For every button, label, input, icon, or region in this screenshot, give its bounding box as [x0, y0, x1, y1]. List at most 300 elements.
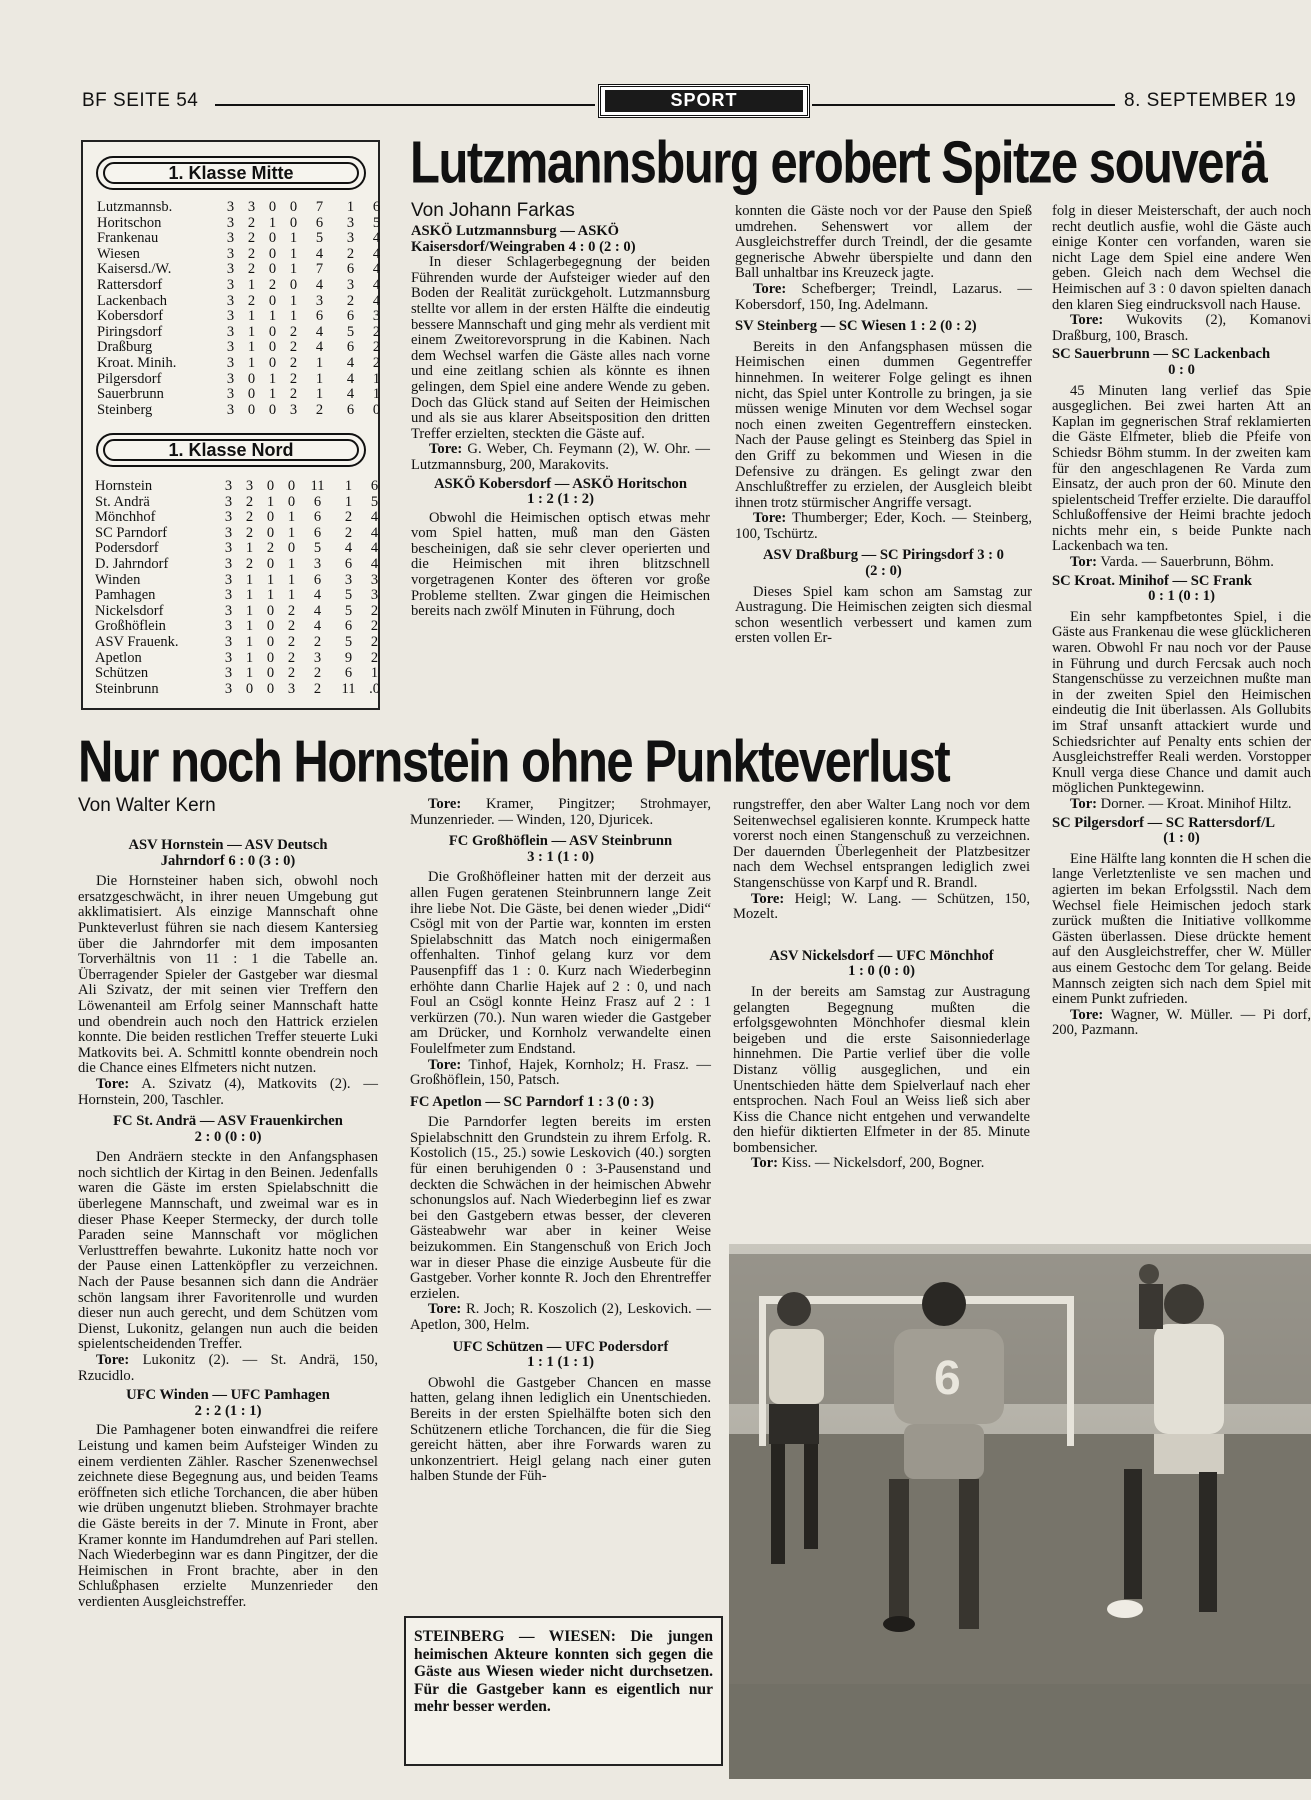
stat-cell: 2 — [372, 339, 381, 356]
stat-cell: 1 — [266, 587, 275, 604]
stat-cell: 0 — [266, 602, 275, 619]
game-score: 2 : 0 (0 : 0) — [194, 1128, 262, 1145]
scorers: Tore: A. Szivatz (4), Matkovits (2). — Hornstein, 200, Taschler. — [78, 1075, 378, 1108]
scorers: Tore: Tinhof, Hajek, Kornholz; H. Frasz. — Großhöflein, 150, Patsch. — [410, 1056, 711, 1089]
stat-cell: 2 — [245, 509, 254, 526]
stat-cell: 0 — [266, 618, 275, 635]
headline-lutzmannsburg: Lutzmannsburg erobert Spitze souverä — [410, 129, 1267, 196]
stat-cell: 1 — [289, 308, 298, 325]
stat-cell: 2 — [344, 509, 353, 526]
game-score: 3 : 1 (1 : 0) — [527, 848, 594, 865]
stat-cell: 0 — [268, 339, 277, 356]
stat-cell: 3 — [226, 370, 235, 387]
stat-cell: 2 — [247, 230, 256, 247]
stat-cell: 2 — [315, 401, 324, 418]
stat-cell: 1 — [268, 308, 277, 325]
headline-hornstein: Nur noch Hornstein ohne Punkteverlust — [78, 728, 950, 795]
team-name: Wiesen — [97, 246, 140, 262]
team-name: Apetlon — [95, 650, 142, 666]
section-label: SPORT — [605, 90, 803, 112]
article1-column2 — [735, 204, 1032, 647]
stat-cell: 1 — [245, 665, 254, 682]
stat-cell: 3 — [226, 261, 235, 278]
scorers: Tore: Heigl; W. Lang. — Schützen, 150, Mozelt. — [733, 890, 1030, 923]
stat-cell: 2 — [370, 618, 379, 635]
stat-cell: 2 — [313, 633, 322, 650]
stat-cell: 11 — [310, 478, 325, 494]
game-heading: ASKÖ Lutzmannsburg — ASKÖ Kaisersdorf/Weingraben 4 : 0 (2 : 0) — [411, 223, 636, 255]
stat-cell: 1 — [287, 571, 296, 588]
stat-cell: 3 — [346, 230, 355, 247]
team-name: Frankenau — [97, 231, 159, 247]
team-name: St. Andrä — [95, 494, 150, 510]
stat-cell: 2 — [346, 292, 355, 309]
stat-cell: 4 — [344, 540, 353, 557]
scorers: Tore: Schefberger; Treindl, Lazarus. — Kobersdorf, 150, Ing. Adelmann. — [735, 280, 1032, 313]
stat-cell: 3 — [224, 509, 233, 526]
stat-cell: 1 — [266, 493, 275, 510]
league-title-nord: 1. Klasse Nord — [96, 433, 366, 467]
standings-mitte — [97, 200, 387, 418]
stat-cell: 0 — [268, 230, 277, 247]
scorers: Tor: Varda. — Sauerbrunn, Böhm. — [1070, 554, 1274, 571]
paragraph: konnten die Gäste noch vor der Pause den Spieß umdrehen. Sehenswert vor allem der Ausgleichstreffer durch Treindl, der die gesamte gegnerische Abwehr überspielte und dann den Ball unhaltbar ins Kreuzeck jagte. — [735, 203, 1032, 282]
stat-cell: 3 — [224, 493, 233, 510]
game-score: Jahrndorf 6 : 0 (3 : 0) — [160, 852, 296, 869]
paragraph: Obwohl die Heimischen optisch etwas mehr vom Spiel hatten, muß man den Gästen bescheinigen, daß sie sehr clever operierten und die Heimischen mit ihren blitzschnell vorgetragenen Konter des öfteren vor große Probleme stellten. Zwar gingen die Heimischen bereits nach zwölf Minuten in Führung, doch — [411, 509, 710, 620]
stat-cell: 3 — [372, 308, 381, 325]
standings-row — [95, 588, 385, 604]
stat-cell: 2 — [287, 649, 296, 666]
stat-cell: 0 — [268, 323, 277, 340]
stat-cell: 2 — [247, 214, 256, 231]
stat-cell: 6 — [370, 478, 379, 494]
stat-cell: 6 — [372, 199, 381, 215]
stat-cell: 4 — [313, 587, 322, 604]
stat-cell: 3 — [346, 214, 355, 231]
stat-cell: 0 — [268, 401, 277, 418]
stat-cell: 1 — [372, 386, 381, 403]
stat-cell: 6 — [344, 555, 353, 572]
stat-cell: 1 — [247, 323, 256, 340]
stat-cell: 3 — [226, 230, 235, 247]
paragraph: Obwohl die Gastgeber Chancen en masse hatten, gelang ihnen lediglich ein Unentschieden. Bereits in der ersten Spielhälfte boten sich den Schützenern etliche Torchancen, die für die Sieg gereicht hätten, aber ihre Forwards waren zu unkonzentriert. Heigl gelang nach einer guten halben Stunde der Füh- — [410, 1374, 711, 1485]
stat-cell: 4 — [346, 370, 355, 387]
stat-cell: 0 — [287, 478, 296, 494]
stat-cell: 3 — [226, 199, 235, 215]
jersey-number: 6 — [934, 1352, 961, 1405]
standings-row — [95, 635, 385, 651]
stat-cell: 0 — [266, 478, 275, 494]
stat-cell: 3 — [224, 587, 233, 604]
stat-cell: 3 — [226, 354, 235, 371]
team-name: Rattersdorf — [97, 277, 163, 293]
team-name: Kaisersd./W. — [97, 262, 172, 278]
team-name: Großhöflein — [95, 619, 166, 635]
stat-cell: 3 — [224, 665, 233, 682]
stat-cell: 5 — [372, 214, 381, 231]
stat-cell: 2 — [287, 602, 296, 619]
game-score: 2 : 2 (1 : 1) — [194, 1402, 262, 1419]
stat-cell: 3 — [226, 308, 235, 325]
stat-cell: 6 — [346, 401, 355, 418]
stat-cell: 0 — [266, 649, 275, 666]
standings-row — [97, 262, 387, 278]
stat-cell: 2 — [287, 618, 296, 635]
stat-cell: 2 — [346, 245, 355, 262]
page-date: 8. SEPTEMBER 19 — [1124, 90, 1297, 111]
stat-cell: 1 — [289, 245, 298, 262]
stat-cell: 1 — [245, 633, 254, 650]
scorers: Tore: Thumberger; Eder, Koch. — Steinberg, 100, Tschürtz. — [735, 510, 1032, 542]
stat-cell: 3 — [315, 292, 324, 309]
team-name: Steinbrunn — [95, 681, 159, 697]
stat-cell: 4 — [370, 540, 379, 557]
stat-cell: 3 — [313, 555, 322, 572]
team-name: Pamhagen — [95, 588, 156, 604]
stat-cell: 6 — [346, 261, 355, 278]
standings-row — [95, 479, 385, 495]
stat-cell: 3 — [224, 602, 233, 619]
stat-cell: 0 — [247, 386, 256, 403]
stat-cell: 2 — [289, 323, 298, 340]
stat-cell: 2 — [313, 665, 322, 682]
stat-cell: 11 — [341, 680, 356, 697]
article2-column2 — [410, 797, 711, 1485]
stat-cell: 3 — [226, 276, 235, 293]
paragraph: rungstreffer, den aber Walter Lang noch vor dem Seitenwechsel egalisieren konnte. Krumpeck hatte vorerst noch einen Stangenschuß zu verzeichnen. Der dauernden Überlegenheit der Platzbesitzer nach dem Wechsel entsprangen lediglich zwei Stangenschüsse von Karpf und R. Brandl. — [733, 797, 1030, 891]
stat-cell: 0 — [247, 370, 256, 387]
game-score: (1 : 0) — [1163, 830, 1200, 847]
paragraph: Die Parndorfer legten bereits im ersten Spielabschnitt den Grundstein zu ihrem Erfolg. R. Kostolich (15., 25.) sowie Leskovich (40.) sorgten für einen beruhigenden 0 : 3-Pausenstand und deckten die Schwächen in der heimischen Abwehr schonungslos auf. Nach Wiederbeginn lief es zwar bei den Gastgebern etwas besser, der cleveren Gästeabwehr war aber in keiner Weise beizukommen. Ein Stangenschuß von Erich Joch war in dieser Phase die einzige Ausbeute für die Gastgeber. Vorher konnte R. Joch den Ehrentreffer erzielen. — [410, 1114, 711, 1302]
stat-cell: 0 — [372, 401, 381, 418]
team-name: Lutzmannsb. — [97, 200, 173, 215]
team-name: Schützen — [95, 666, 149, 682]
stat-cell: 1 — [266, 571, 275, 588]
stat-cell: 3 — [226, 386, 235, 403]
team-name: Lackenbach — [97, 293, 168, 309]
stat-cell: 2 — [289, 386, 298, 403]
scorers: Tor: Dorner. — Kroat. Minihof Hiltz. — [1070, 795, 1292, 812]
team-name: SC Parndorf — [95, 525, 168, 541]
byline-kern: Von Walter Kern — [78, 795, 216, 816]
stat-cell: 6 — [344, 665, 353, 682]
team-name: D. Jahrndorf — [95, 556, 169, 572]
stat-cell: 1 — [247, 339, 256, 356]
stat-cell: 1 — [247, 354, 256, 371]
game-heading: UFC Schützen — UFC Podersdorf — [452, 1338, 669, 1355]
stat-cell: 1 — [344, 493, 353, 510]
stat-cell: 0 — [268, 245, 277, 262]
stat-cell: 6 — [346, 339, 355, 356]
game-heading: SC Sauerbrunn — SC Lackenbach — [1052, 346, 1271, 363]
stat-cell: 3 — [224, 540, 233, 557]
stat-cell: 3 — [226, 401, 235, 418]
standings-row — [95, 510, 385, 526]
paragraph: Den Andräern steckte in den Anfangsphasen noch sichtlich der Kirtag in den Beinen. Jedenfalls waren die Gäste im ersten Spielabschnitt die überlegene Mannschaft, und zweimal war es in dieser Phase Keeper Stermecky, der durch tolle Paraden seine Mannschaft vor möglichen Verlusttreffen bewahrte. Lukonitz hatte noch vor der Pause einen Lattenköpfler zu verzeichnen. Nach der Pause besannen sich dann die Andräer schön langsam ihrer Favoritenrolle und wurden dieser nun auch gerecht, und dem Schützen vom Dienst, Lukonitz, gelangen nun auch die beiden spielentscheidenden Treffer. — [78, 1149, 378, 1353]
standings-row — [97, 294, 387, 310]
stat-cell: 1 — [245, 571, 254, 588]
stat-cell: 1 — [247, 308, 256, 325]
stat-cell: 6 — [344, 618, 353, 635]
stat-cell: 3 — [226, 214, 235, 231]
standings-row — [97, 200, 387, 216]
header-rule-right — [812, 104, 1115, 106]
stat-cell: 0 — [268, 354, 277, 371]
stat-cell: 2 — [370, 602, 379, 619]
paragraph: In der bereits am Samstag zur Austragung gelangten Begegnung mußten die erfolgsgewohnten Mönchhofer diesmal klein beigeben und die erste Saisonniederlage hinnehmen. Die Partie verlief über die volle Distanz völlig ausgeglichen, und ein Unentschieden hätte dem Spielverlauf nach eher entsprochen. Nach Foul an Weiss ließ sich aber Kiss die Chance nicht entgehen und verwandelte den hiefür diktierten Elfmeter in der 85. Minute bombensicher. — [733, 983, 1030, 1156]
match-photo-image — [729, 1244, 1311, 1779]
stat-cell: 7 — [315, 261, 324, 278]
team-name: Draßburg — [97, 340, 153, 356]
stat-cell: 1 — [247, 276, 256, 293]
game-heading: UFC Winden — UFC Pamhagen — [126, 1387, 330, 1404]
section-label-box — [598, 84, 810, 118]
stat-cell: 1 — [268, 370, 277, 387]
stat-cell: 2 — [289, 370, 298, 387]
stat-cell: 2 — [287, 633, 296, 650]
stat-cell: 3 — [224, 680, 233, 697]
stat-cell: 6 — [313, 493, 322, 510]
stat-cell: 1 — [315, 370, 324, 387]
paragraph: Die Pamhagener boten einwandfrei die reifere Leistung und kamen beim Aufsteiger Winden zu einem verdienten Zähler. Rascher Szenenwechsel zeichnete diese Begegnung aus, und beiden Teams eröffneten sich etliche Torchancen, die aber hüben wie drüben ungenutzt blieben. Strohmayer brachte die Gäste bereits in der 7. Minute in Front, aber Kramer konnte im Handumdrehen auf Pari stellen. Nach Wiederbeginn war es dann Pingitzer, der die Heimischen in Front brachte, aber in den Schlußphasen erzielte Munzenrieder den verdienten Ausgleichstreffer. — [78, 1422, 378, 1610]
paragraph: Dieses Spiel kam schon am Samstag zur Austragung. Die Heimischen zeigten sich diesmal schon wesentlich verbessert und kamen zum ersten vollen Er- — [735, 583, 1032, 647]
scorers: Tore: Wagner, W. Müller. — Pi dorf, 200, Pazmann. — [1052, 1006, 1311, 1039]
game-heading: ASV Hornstein — ASV Deutsch — [128, 837, 328, 853]
stat-cell: 3 — [224, 555, 233, 572]
match-photo — [729, 1244, 1311, 1779]
team-name: Podersdorf — [95, 541, 159, 557]
stat-cell: 0 — [266, 665, 275, 682]
stat-cell: 0 — [266, 680, 275, 697]
stat-cell: 2 — [344, 524, 353, 541]
stat-cell: 0 — [287, 540, 296, 557]
stat-cell: 4 — [315, 245, 324, 262]
stat-cell: 3 — [287, 680, 296, 697]
stat-cell: 3 — [344, 571, 353, 588]
game-heading: FC Großhöflein — ASV Steinbrunn — [448, 833, 673, 850]
stat-cell: 1 — [289, 292, 298, 309]
stat-cell: 1 — [245, 602, 254, 619]
stat-cell: 1 — [287, 509, 296, 526]
game-heading: SV Steinberg — SC Wiesen 1 : 2 (0 : 2) — [735, 318, 977, 335]
stat-cell: 1 — [315, 386, 324, 403]
stat-cell: 0 — [289, 214, 298, 231]
team-name: Horitschon — [97, 215, 162, 231]
stat-cell: 2 — [372, 323, 381, 340]
stat-cell: 6 — [313, 509, 322, 526]
stat-cell: 5 — [346, 323, 355, 340]
page-number: BF SEITE 54 — [82, 90, 199, 111]
scorers: Tore: G. Weber, Ch. Feymann (2), W. Ohr. — Lutzmannsburg, 200, Marakovits. — [411, 441, 710, 473]
stat-cell: 4 — [315, 276, 324, 293]
stat-cell: 4 — [315, 339, 324, 356]
standings-row — [97, 231, 387, 247]
game-heading: ASKÖ Kobersdorf — ASKÖ Horitschon — [434, 475, 687, 492]
game-heading: FC St. Andrä — ASV Frauenkirchen — [113, 1113, 343, 1130]
standings-table — [81, 140, 380, 710]
standings-row — [95, 619, 385, 635]
scorers: Tor: Kiss. — Nickelsdorf, 200, Bogner. — [751, 1155, 985, 1172]
standings-row — [97, 309, 387, 325]
stat-cell: 6 — [313, 571, 322, 588]
stat-cell: 0 — [245, 680, 254, 697]
stat-cell: 1 — [344, 478, 353, 494]
stat-cell: 4 — [372, 292, 381, 309]
stat-cell: 6 — [313, 524, 322, 541]
stat-cell: 0 — [289, 276, 298, 293]
stat-cell: 4 — [346, 386, 355, 403]
game-score: 1 : 0 (0 : 0) — [848, 963, 915, 980]
stat-cell: 5 — [344, 587, 353, 604]
stat-cell: 2 — [372, 354, 381, 371]
team-name: Pilgersdorf — [97, 371, 162, 387]
stat-cell: 2 — [245, 555, 254, 572]
game-heading: ASV Nickelsdorf — UFC Mönchhof — [769, 947, 994, 964]
game-heading: ASV Draßburg — SC Piringsdorf 3 : 0 — [763, 547, 1004, 564]
stat-cell: 7 — [315, 199, 324, 215]
stat-cell: 2 — [313, 680, 322, 697]
team-name: Kroat. Minih. — [97, 355, 177, 371]
stat-cell: 1 — [315, 354, 324, 371]
standings-row — [95, 666, 385, 682]
standings-row — [95, 682, 385, 698]
stat-cell: 2 — [289, 354, 298, 371]
stat-cell: 1 — [268, 386, 277, 403]
stat-cell: 2 — [245, 493, 254, 510]
stat-cell: .0 — [369, 680, 380, 697]
team-name: Steinberg — [97, 402, 153, 418]
stat-cell: 3 — [247, 199, 256, 215]
game-score: 1 : 1 (1 : 1) — [527, 1354, 594, 1371]
stat-cell: 3 — [224, 571, 233, 588]
stat-cell: 4 — [370, 555, 379, 572]
team-name: Winden — [95, 572, 141, 588]
stat-cell: 0 — [289, 199, 298, 215]
stat-cell: 4 — [315, 323, 324, 340]
stat-cell: 3 — [313, 649, 322, 666]
team-name: Mönchhof — [95, 510, 156, 526]
stat-cell: 1 — [372, 370, 381, 387]
standings-row — [97, 356, 387, 372]
standings-row — [95, 604, 385, 620]
stat-cell: 3 — [224, 524, 233, 541]
stat-cell: 0 — [266, 509, 275, 526]
stat-cell: 3 — [224, 618, 233, 635]
team-name: Piringsdorf — [97, 324, 163, 340]
header-rule-left — [215, 104, 595, 106]
stat-cell: 3 — [346, 276, 355, 293]
stat-cell: 3 — [370, 571, 379, 588]
stat-cell: 1 — [287, 555, 296, 572]
stat-cell: 1 — [370, 665, 379, 682]
stat-cell: 2 — [247, 261, 256, 278]
game-heading: SC Pilgersdorf — SC Rattersdorf/L — [1052, 814, 1275, 831]
stat-cell: 6 — [315, 214, 324, 231]
stat-cell: 0 — [287, 493, 296, 510]
standings-nord — [95, 479, 385, 697]
stat-cell: 5 — [370, 493, 379, 510]
league-title-mitte: 1. Klasse Mitte — [96, 156, 366, 190]
scorers: Tore: R. Joch; R. Koszolich (2), Leskovich. — Apetlon, 300, Helm. — [410, 1301, 711, 1333]
stat-cell: 5 — [344, 602, 353, 619]
stat-cell: 5 — [313, 540, 322, 557]
game-heading: SC Kroat. Minihof — SC Frank — [1052, 572, 1253, 589]
stat-cell: 9 — [344, 649, 353, 666]
scorers: Tore: Wukovits (2), Komanovi Draßburg, 100, Brasch. — [1052, 312, 1311, 344]
stat-cell: 1 — [287, 524, 296, 541]
team-name: Hornstein — [95, 479, 153, 494]
standings-row — [97, 325, 387, 341]
team-name: Kobersdorf — [97, 309, 164, 325]
stat-cell: 0 — [268, 199, 277, 215]
stat-cell: 3 — [289, 401, 298, 418]
stat-cell: 4 — [313, 618, 322, 635]
stat-cell: 6 — [315, 308, 324, 325]
standings-row — [97, 403, 387, 419]
scorers: Tore: Kramer, Pingitzer; Strohmayer, Munzenrieder. — Winden, 120, Djuricek. — [410, 796, 711, 828]
stat-cell: 0 — [247, 401, 256, 418]
standings-row — [95, 495, 385, 511]
standings-row — [95, 557, 385, 573]
paragraph: folg in dieser Meisterschaft, der auch noch recht deutlich ausfie, wohl die Gäste auch einige Konter cen vorfanden, waren sie nicht Lage dem Spiel eine andere Wen geben. Gleich nach dem Wechsel die Heimischen auf 3 : 0 davon spielten danach den klaren Sieg eindrucksvoll nach Hause. — [1052, 204, 1311, 313]
article1-column1 — [411, 224, 710, 620]
stat-cell: 3 — [224, 633, 233, 650]
photo-caption: STEINBERG — WIESEN: Die jungen heimischen Akteure konnten sich gegen die Gäste aus Wiesen wieder nicht durchsetzen. Für die Gastgeber kann es eigentlich nur mehr besser werden. — [404, 1616, 723, 1766]
stat-cell: 2 — [370, 633, 379, 650]
stat-cell: 1 — [268, 214, 277, 231]
stat-cell: 4 — [372, 276, 381, 293]
stat-cell: 3 — [245, 478, 254, 494]
stat-cell: 1 — [245, 587, 254, 604]
article2-column1 — [78, 838, 378, 1611]
standings-row — [95, 541, 385, 557]
standings-row — [97, 278, 387, 294]
team-name: ASV Frauenk. — [95, 634, 179, 650]
stat-cell: 5 — [315, 230, 324, 247]
paragraph: Die Großhöfleiner hatten mit der derzeit aus allen Fugen geratenen Steinbrunnern lange Zeit ihre liebe Not. Die Gäste, bei denen wieder „Didi“ Csögl mit von der Partie war, konnten im ersten Spielabschnitt das Match noch einigermaßen offenhalten. Tinhof gelang kurz vor dem Pausenpfiff das 1 : 0. Kurz nach Wiederbeginn erhöhte dann Charlie Hajek auf 2 : 0, und nach Foul an Csögl konnte Heinz Frasz auf 2 : 1 verkürzen (70.). Nun waren wieder die Gastgeber am Drücker, und Kornholz verwandelte einen Foulelfmeter zum Endstand. — [410, 869, 711, 1057]
standings-row — [97, 372, 387, 388]
paragraph: In dieser Schlagerbegegnung der beiden Führenden wurde der Aufsteiger wieder auf den Boden der Realität zurückgeholt. Lutzmannsburg stellte vor allem in der ersten Hälfte die eindeutig bessere Mannschaft und ging mehr als verdient mit einem Zweitorevorsprung in die Kabinen. Nach dem Wechsel warfen die Gäste alles nach vorne und eine zeitlang schien als könnte es ihnen gelingen, dem Spiel eine andere Wende zu geben. Doch das Glück stand auf Seiten der Heimischen und als sie aus klarer Abseitsposition den dritten Treffer erzielten, steckten die Gäste auf. — [411, 254, 710, 442]
team-name: Nickelsdorf — [95, 603, 164, 619]
stat-cell: 4 — [372, 261, 381, 278]
standings-row — [95, 573, 385, 589]
game-score: 1 : 2 (1 : 2) — [527, 491, 594, 508]
stat-cell: 3 — [226, 323, 235, 340]
stat-cell: 2 — [266, 540, 275, 557]
stat-cell: 4 — [346, 354, 355, 371]
team-name: Sauerbrunn — [97, 387, 164, 403]
stat-cell: 0 — [266, 524, 275, 541]
stat-cell: 4 — [370, 509, 379, 526]
byline-farkas: Von Johann Farkas — [411, 200, 575, 221]
stat-cell: 1 — [289, 261, 298, 278]
standings-row — [95, 651, 385, 667]
stat-cell: 2 — [268, 276, 277, 293]
stat-cell: 3 — [370, 587, 379, 604]
stat-cell: 4 — [313, 602, 322, 619]
stat-cell: 5 — [344, 633, 353, 650]
article2-column3 — [733, 798, 1030, 1172]
stat-cell: 1 — [245, 618, 254, 635]
stat-cell: 2 — [245, 524, 254, 541]
standings-row — [97, 216, 387, 232]
stat-cell: 4 — [372, 245, 381, 262]
stat-cell: 1 — [245, 649, 254, 666]
stat-cell: 3 — [226, 292, 235, 309]
stat-cell: 1 — [289, 230, 298, 247]
paragraph: 45 Minuten lang verlief das Spie ausgeglichen. Bei zwei harten Att an Kaplan im gegnerischen Straf reklamierten die Gäste Elfmeter, blieb die Pfeife von Schiedsr Böhm stumm. In der zweiten kam für den angeschlagenen Re Varda zum Einsatz, der auch pron der 60. Minute den spielentscheid Treffer erzielte. Die darauffol Schlußoffensive der Heimi brachte jedoch nichts mehr ein, s beide Punkte nach Lackenbach wa ten. — [1052, 382, 1311, 555]
